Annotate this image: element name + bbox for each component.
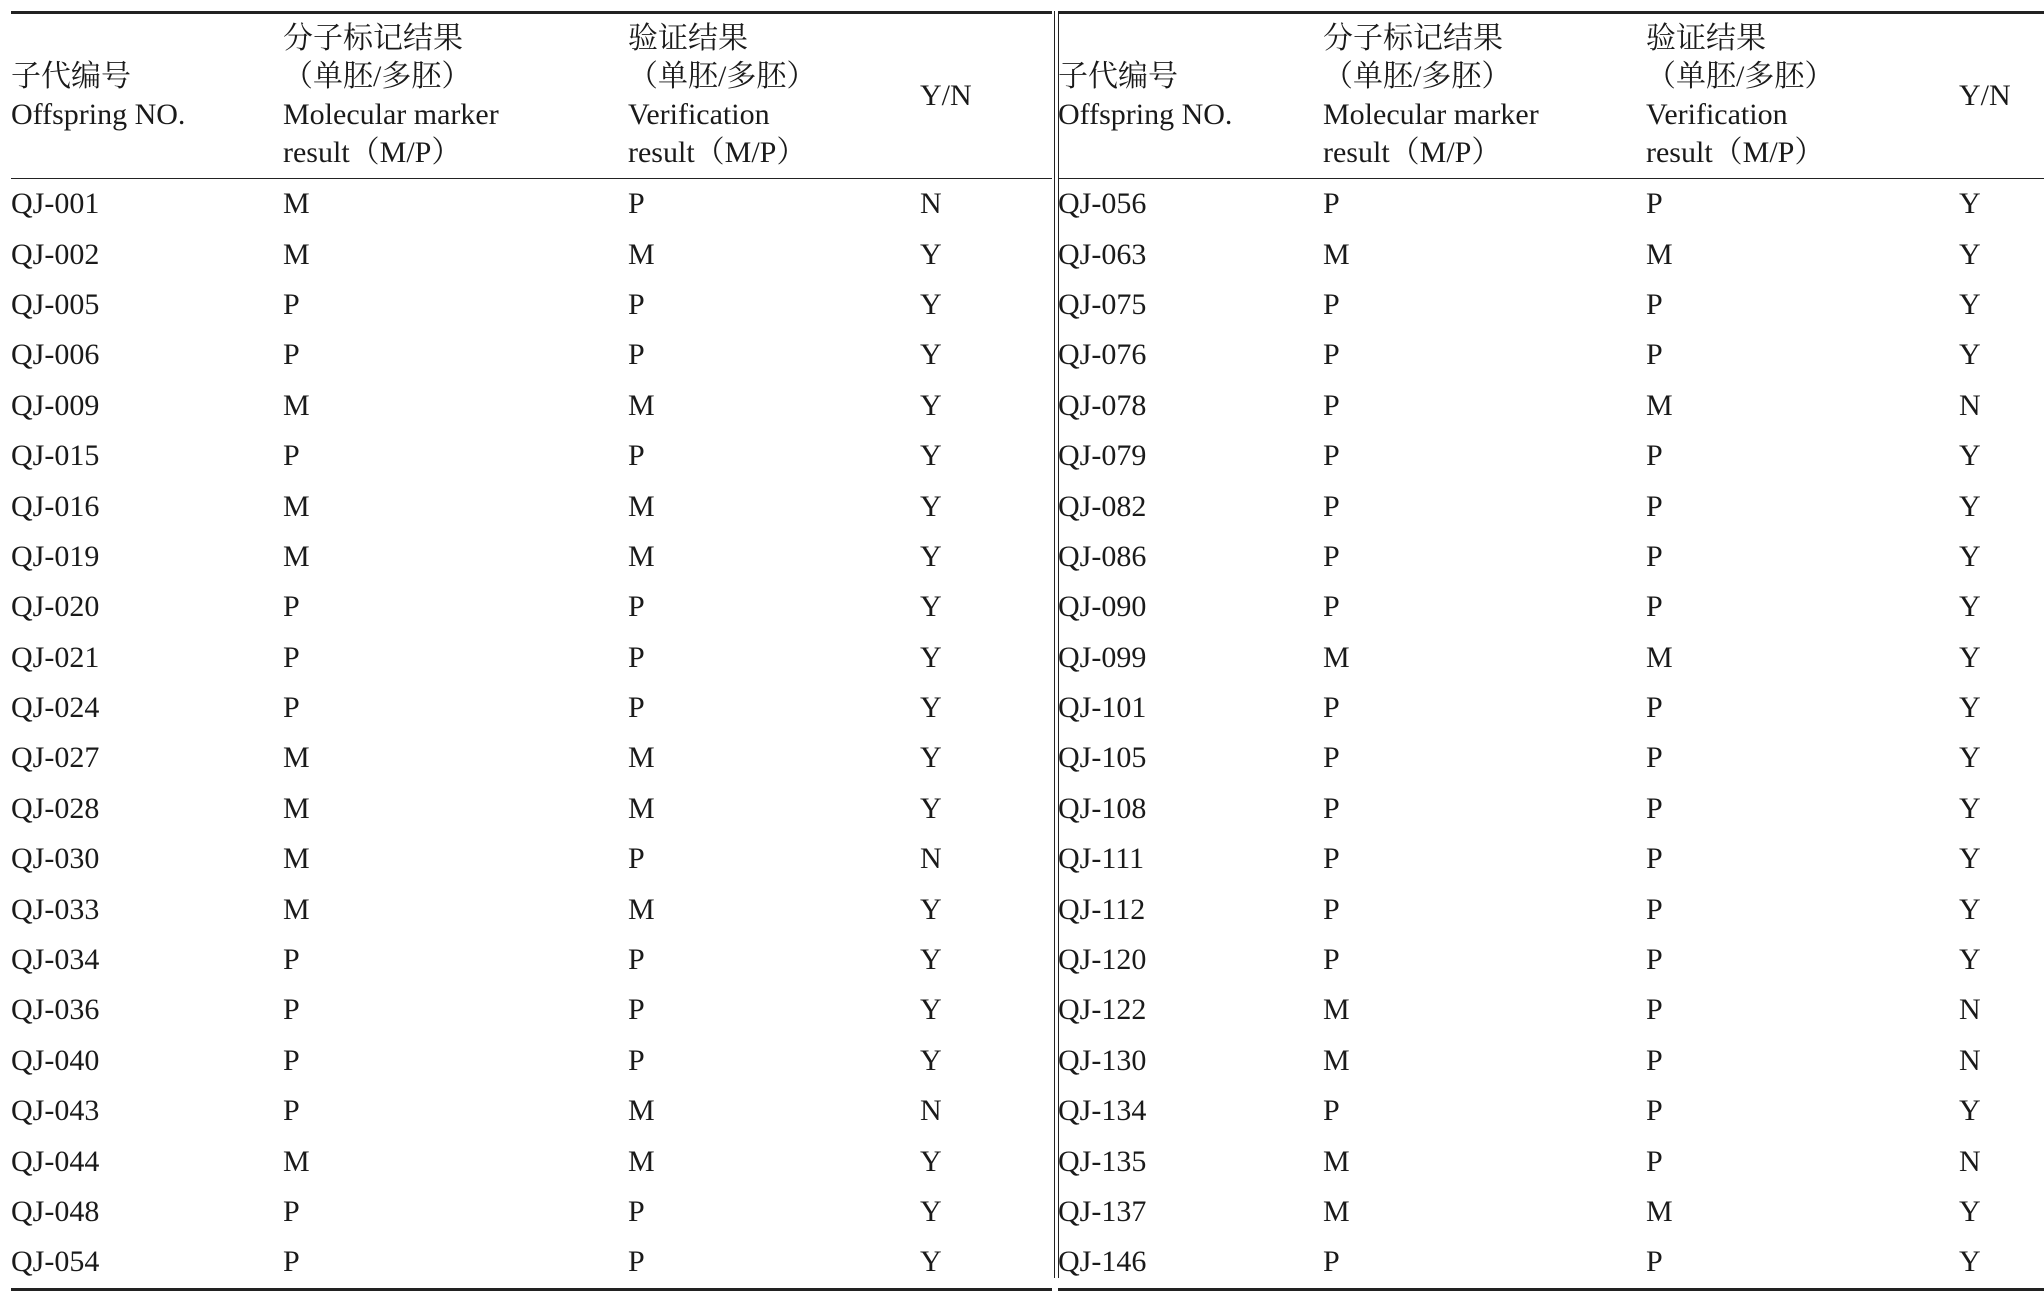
cell-verification-result: M bbox=[628, 741, 655, 775]
cell-yn: N bbox=[1959, 993, 1981, 1027]
table-row bbox=[11, 431, 1052, 481]
cell-yn: N bbox=[920, 1094, 942, 1128]
cell-verification-result: P bbox=[628, 691, 645, 725]
cell-marker-result: P bbox=[283, 1245, 300, 1279]
table-row bbox=[1058, 935, 2044, 985]
cell-offspring-no: QJ-021 bbox=[11, 640, 100, 674]
cell-offspring-no: QJ-036 bbox=[11, 993, 100, 1027]
table-row bbox=[1058, 330, 2044, 380]
cell-marker-result: P bbox=[283, 1195, 300, 1228]
table-row bbox=[1058, 179, 2044, 229]
cell-offspring-no: QJ-063 bbox=[1058, 237, 1147, 271]
table-row bbox=[11, 481, 1052, 531]
cell-offspring-no: QJ-134 bbox=[1058, 1094, 1147, 1128]
table-row bbox=[11, 179, 1052, 229]
cell-offspring-no: QJ-043 bbox=[11, 1094, 100, 1128]
cell-yn: Y bbox=[1959, 489, 1981, 523]
table-row bbox=[1058, 683, 2044, 733]
cell-verification-result: P bbox=[628, 1043, 645, 1077]
cell-offspring-no: QJ-033 bbox=[11, 892, 100, 926]
cell-offspring-no: QJ-099 bbox=[1058, 640, 1147, 674]
cell-offspring-no: QJ-130 bbox=[1058, 1043, 1147, 1077]
cell-marker-result: M bbox=[1323, 1144, 1350, 1178]
cell-marker-result: P bbox=[283, 287, 300, 321]
cell-yn: Y bbox=[1959, 640, 1981, 674]
cell-yn: Y bbox=[1959, 1245, 1981, 1279]
cell-verification-result: M bbox=[628, 1094, 655, 1128]
cell-yn: Y bbox=[920, 388, 942, 422]
cell-yn: N bbox=[1959, 1144, 1981, 1178]
cell-yn: Y bbox=[1959, 943, 1981, 977]
cell-yn: Y bbox=[920, 1144, 942, 1178]
header-offspring-no: 子代编号 Offspring NO. bbox=[11, 60, 186, 131]
cell-yn: Y bbox=[920, 993, 942, 1027]
cell-marker-result: M bbox=[283, 539, 310, 573]
table-right-half bbox=[1058, 11, 2044, 1291]
cell-yn: Y bbox=[1959, 1094, 1981, 1128]
cell-offspring-no: QJ-090 bbox=[1058, 590, 1147, 624]
table-row bbox=[1058, 431, 2044, 481]
cell-yn: Y bbox=[920, 590, 942, 624]
cell-verification-result: P bbox=[628, 1195, 645, 1228]
cell-offspring-no: QJ-030 bbox=[11, 842, 100, 876]
header-offspring-no: 子代编号 Offspring NO. bbox=[1058, 60, 1233, 131]
cell-marker-result: P bbox=[283, 1094, 300, 1128]
cell-verification-result: P bbox=[628, 439, 645, 473]
header-molecular-marker: 分子标记结果 （单胚/多胚） Molecular marker result（M/P） bbox=[283, 22, 499, 169]
cell-verification-result: M bbox=[628, 388, 655, 422]
cell-yn: Y bbox=[920, 489, 942, 523]
table-body-right bbox=[1058, 179, 2044, 1288]
cell-marker-result: P bbox=[1323, 539, 1340, 573]
cell-offspring-no: QJ-075 bbox=[1058, 287, 1147, 321]
header-yn: Y/N bbox=[1959, 79, 2011, 112]
cell-yn: Y bbox=[1959, 741, 1981, 775]
cell-verification-result: P bbox=[1646, 489, 1663, 523]
table-row bbox=[11, 1187, 1052, 1237]
cell-verification-result: M bbox=[628, 237, 655, 271]
cell-yn: Y bbox=[920, 691, 942, 725]
cell-yn: Y bbox=[920, 237, 942, 271]
cell-offspring-no: QJ-122 bbox=[1058, 993, 1147, 1027]
cell-marker-result: P bbox=[1323, 287, 1340, 321]
cell-yn: Y bbox=[1959, 590, 1981, 624]
cell-marker-result: P bbox=[1323, 187, 1340, 221]
cell-verification-result: M bbox=[628, 539, 655, 573]
cell-verification-result: M bbox=[1646, 388, 1673, 422]
cell-verification-result: P bbox=[628, 943, 645, 977]
cell-offspring-no: QJ-034 bbox=[11, 943, 100, 977]
table-row bbox=[1058, 481, 2044, 531]
table-row bbox=[11, 532, 1052, 582]
cell-marker-result: P bbox=[283, 1043, 300, 1077]
cell-offspring-no: QJ-005 bbox=[11, 287, 100, 321]
cell-offspring-no: QJ-111 bbox=[1058, 842, 1145, 876]
cell-verification-result: M bbox=[1646, 640, 1673, 674]
table-row bbox=[1058, 1237, 2044, 1287]
cell-verification-result: P bbox=[1646, 539, 1663, 573]
cell-offspring-no: QJ-019 bbox=[11, 539, 100, 573]
cell-verification-result: P bbox=[1646, 943, 1663, 977]
header-verification: 验证结果 （单胚/多胚） Verification result（M/P） bbox=[628, 22, 817, 169]
cell-offspring-no: QJ-016 bbox=[11, 489, 100, 523]
table-row bbox=[11, 330, 1052, 380]
cell-verification-result: P bbox=[1646, 1245, 1663, 1279]
cell-marker-result: P bbox=[1323, 842, 1340, 876]
cell-offspring-no: QJ-048 bbox=[11, 1195, 100, 1228]
cell-yn: N bbox=[920, 187, 942, 221]
cell-marker-result: P bbox=[1323, 791, 1340, 825]
table-row bbox=[1058, 834, 2044, 884]
cell-marker-result: P bbox=[283, 691, 300, 725]
cell-verification-result: P bbox=[628, 640, 645, 674]
cell-verification-result: P bbox=[628, 338, 645, 372]
cell-marker-result: M bbox=[283, 741, 310, 775]
table-row bbox=[11, 784, 1052, 834]
cell-offspring-no: QJ-020 bbox=[11, 590, 100, 624]
cell-marker-result: M bbox=[283, 1144, 310, 1178]
cell-yn: Y bbox=[920, 943, 942, 977]
cell-yn: Y bbox=[920, 439, 942, 473]
cell-marker-result: M bbox=[283, 187, 310, 221]
cell-verification-result: P bbox=[628, 287, 645, 321]
cell-yn: Y bbox=[920, 640, 942, 674]
cell-marker-result: P bbox=[1323, 1094, 1340, 1128]
cell-yn: Y bbox=[1959, 539, 1981, 573]
cell-verification-result: P bbox=[1646, 741, 1663, 775]
cell-offspring-no: QJ-024 bbox=[11, 691, 100, 725]
cell-yn: Y bbox=[1959, 842, 1981, 876]
table-row bbox=[11, 884, 1052, 934]
cell-verification-result: P bbox=[1646, 1094, 1663, 1128]
table-row bbox=[11, 582, 1052, 632]
cell-offspring-no: QJ-086 bbox=[1058, 539, 1147, 573]
cell-offspring-no: QJ-056 bbox=[1058, 187, 1147, 221]
cell-verification-result: P bbox=[1646, 993, 1663, 1027]
table-row bbox=[1058, 784, 2044, 834]
cell-marker-result: P bbox=[1323, 741, 1340, 775]
cell-offspring-no: QJ-040 bbox=[11, 1043, 100, 1077]
cell-offspring-no: QJ-146 bbox=[1058, 1245, 1147, 1279]
cell-offspring-no: QJ-076 bbox=[1058, 338, 1147, 372]
cell-marker-result: M bbox=[283, 489, 310, 523]
cell-verification-result: P bbox=[628, 842, 645, 876]
cell-verification-result: P bbox=[1646, 439, 1663, 473]
cell-marker-result: P bbox=[283, 993, 300, 1027]
cell-offspring-no: QJ-044 bbox=[11, 1144, 100, 1178]
header-molecular-marker: 分子标记结果 （单胚/多胚） Molecular marker result（M/P） bbox=[1323, 22, 1539, 169]
cell-yn: Y bbox=[920, 539, 942, 573]
table-row bbox=[11, 935, 1052, 985]
table-row bbox=[1058, 1036, 2044, 1086]
table-row bbox=[11, 1036, 1052, 1086]
cell-marker-result: P bbox=[283, 640, 300, 674]
header-verification: 验证结果 （单胚/多胚） Verification result（M/P） bbox=[1646, 22, 1835, 169]
cell-offspring-no: QJ-054 bbox=[11, 1245, 100, 1279]
table-row bbox=[11, 733, 1052, 783]
cell-marker-result: P bbox=[1323, 590, 1340, 624]
cell-yn: Y bbox=[920, 741, 942, 775]
cell-marker-result: M bbox=[1323, 993, 1350, 1027]
cell-yn: Y bbox=[920, 338, 942, 372]
cell-offspring-no: QJ-101 bbox=[1058, 691, 1147, 725]
table-row bbox=[1058, 985, 2044, 1035]
cell-marker-result: P bbox=[1323, 892, 1340, 926]
table-row bbox=[11, 633, 1052, 683]
table-row bbox=[11, 229, 1052, 279]
cell-verification-result: P bbox=[1646, 842, 1663, 876]
cell-offspring-no: QJ-006 bbox=[11, 338, 100, 372]
cell-verification-result: M bbox=[1646, 237, 1673, 271]
cell-yn: N bbox=[1959, 388, 1981, 422]
cell-verification-result: M bbox=[628, 791, 655, 825]
table-row bbox=[1058, 633, 2044, 683]
cell-verification-result: P bbox=[628, 590, 645, 624]
cell-verification-result: P bbox=[1646, 590, 1663, 624]
table-left-half bbox=[11, 11, 1052, 1291]
table-row bbox=[11, 985, 1052, 1035]
cell-offspring-no: QJ-028 bbox=[11, 791, 100, 825]
table-row bbox=[11, 1086, 1052, 1136]
table-row bbox=[1058, 884, 2044, 934]
cell-verification-result: P bbox=[1646, 1043, 1663, 1077]
cell-yn: Y bbox=[1959, 791, 1981, 825]
cell-marker-result: M bbox=[283, 237, 310, 271]
cell-yn: Y bbox=[920, 892, 942, 926]
cell-yn: Y bbox=[1959, 338, 1981, 372]
cell-yn: Y bbox=[1959, 187, 1981, 221]
cell-offspring-no: QJ-009 bbox=[11, 388, 100, 422]
cell-verification-result: P bbox=[628, 993, 645, 1027]
table-row bbox=[1058, 1086, 2044, 1136]
cell-offspring-no: QJ-015 bbox=[11, 439, 100, 473]
cell-offspring-no: QJ-112 bbox=[1058, 892, 1146, 926]
cell-marker-result: P bbox=[1323, 943, 1340, 977]
cell-marker-result: M bbox=[1323, 237, 1350, 271]
table-row bbox=[1058, 532, 2044, 582]
cell-yn: N bbox=[920, 842, 942, 876]
cell-verification-result: P bbox=[1646, 691, 1663, 725]
cell-marker-result: P bbox=[283, 439, 300, 473]
cell-offspring-no: QJ-105 bbox=[1058, 741, 1147, 775]
cell-marker-result: P bbox=[1323, 439, 1340, 473]
cell-offspring-no: QJ-082 bbox=[1058, 489, 1147, 523]
cell-yn: Y bbox=[920, 1043, 942, 1077]
table-row bbox=[1058, 1136, 2044, 1186]
cell-yn: Y bbox=[1959, 1195, 1981, 1228]
cell-marker-result: P bbox=[283, 590, 300, 624]
cell-marker-result: M bbox=[283, 842, 310, 876]
cell-marker-result: P bbox=[283, 943, 300, 977]
table-header bbox=[1058, 14, 2044, 179]
cell-offspring-no: QJ-002 bbox=[11, 237, 100, 271]
table-row bbox=[1058, 229, 2044, 279]
cell-verification-result: P bbox=[628, 1245, 645, 1279]
cell-offspring-no: QJ-001 bbox=[11, 187, 100, 221]
cell-verification-result: P bbox=[1646, 338, 1663, 372]
cell-marker-result: P bbox=[1323, 1245, 1340, 1279]
cell-yn: Y bbox=[1959, 892, 1981, 926]
cell-marker-result: P bbox=[1323, 338, 1340, 372]
table-row bbox=[11, 834, 1052, 884]
cell-verification-result: P bbox=[1646, 187, 1663, 221]
table-body-left bbox=[11, 179, 1052, 1288]
table-row bbox=[11, 1237, 1052, 1287]
cell-offspring-no: QJ-079 bbox=[1058, 439, 1147, 473]
cell-verification-result: M bbox=[628, 489, 655, 523]
header-yn: Y/N bbox=[920, 79, 972, 112]
table-row bbox=[11, 1136, 1052, 1186]
cell-yn: Y bbox=[1959, 237, 1981, 271]
cell-offspring-no: QJ-137 bbox=[1058, 1195, 1147, 1228]
cell-offspring-no: QJ-135 bbox=[1058, 1144, 1147, 1178]
table-row bbox=[1058, 733, 2044, 783]
table-row bbox=[1058, 1187, 2044, 1237]
cell-marker-result: P bbox=[1323, 388, 1340, 422]
cell-verification-result: M bbox=[1646, 1195, 1673, 1228]
cell-verification-result: P bbox=[1646, 1144, 1663, 1178]
table-header bbox=[11, 14, 1052, 179]
cell-verification-result: P bbox=[1646, 791, 1663, 825]
cell-offspring-no: QJ-108 bbox=[1058, 791, 1147, 825]
table-row bbox=[11, 280, 1052, 330]
cell-yn: Y bbox=[1959, 691, 1981, 725]
cell-yn: Y bbox=[1959, 287, 1981, 321]
cell-offspring-no: QJ-078 bbox=[1058, 388, 1147, 422]
cell-marker-result: M bbox=[283, 791, 310, 825]
table-row bbox=[1058, 582, 2044, 632]
cell-yn: Y bbox=[920, 791, 942, 825]
cell-yn: Y bbox=[920, 1195, 942, 1228]
cell-yn: Y bbox=[920, 287, 942, 321]
table-row bbox=[11, 683, 1052, 733]
cell-marker-result: P bbox=[283, 338, 300, 372]
cell-yn: Y bbox=[1959, 439, 1981, 473]
cell-marker-result: P bbox=[1323, 489, 1340, 523]
cell-verification-result: M bbox=[628, 1144, 655, 1178]
cell-verification-result: P bbox=[1646, 892, 1663, 926]
cell-verification-result: P bbox=[628, 187, 645, 221]
table-row bbox=[11, 381, 1052, 431]
cell-marker-result: M bbox=[1323, 1195, 1350, 1228]
cell-offspring-no: QJ-027 bbox=[11, 741, 100, 775]
table-row bbox=[1058, 381, 2044, 431]
cell-verification-result: P bbox=[1646, 287, 1663, 321]
cell-marker-result: M bbox=[283, 892, 310, 926]
cell-marker-result: M bbox=[1323, 640, 1350, 674]
cell-yn: N bbox=[1959, 1043, 1981, 1077]
cell-marker-result: M bbox=[1323, 1043, 1350, 1077]
cell-marker-result: P bbox=[1323, 691, 1340, 725]
cell-marker-result: M bbox=[283, 388, 310, 422]
table-row bbox=[1058, 280, 2044, 330]
cell-offspring-no: QJ-120 bbox=[1058, 943, 1147, 977]
cell-verification-result: M bbox=[628, 892, 655, 926]
cell-yn: Y bbox=[920, 1245, 942, 1279]
